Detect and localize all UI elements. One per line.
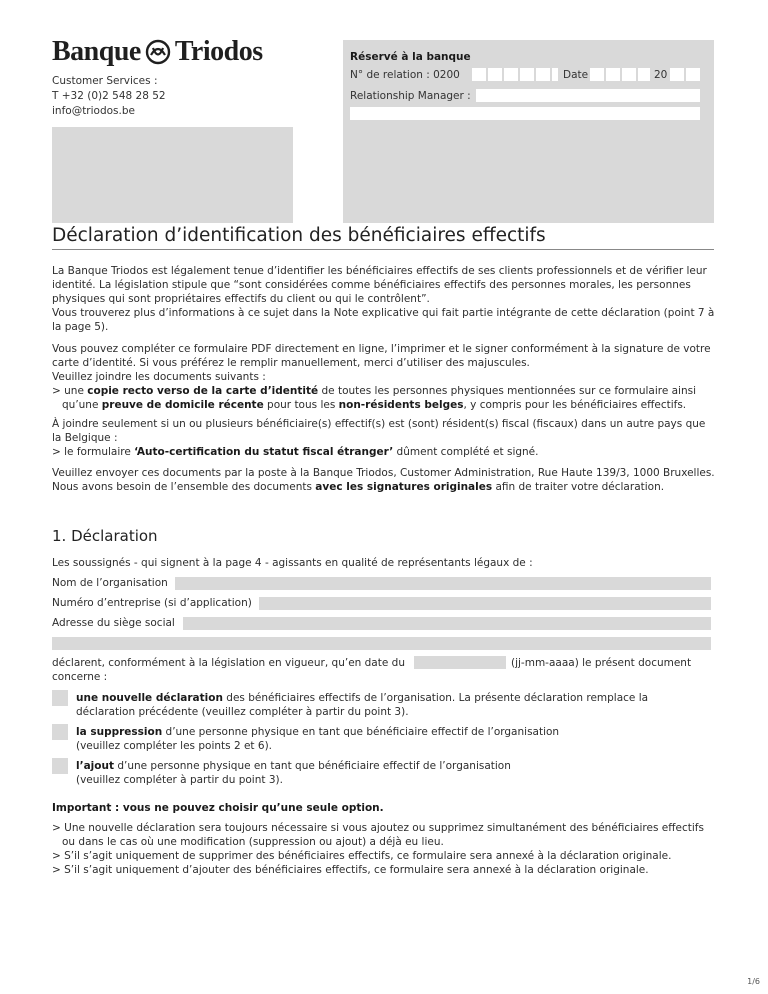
- relation-digit-cell[interactable]: [472, 68, 486, 81]
- new-declaration-option: une nouvelle déclaration des bénéficiaires effectifs de l’organisation. La présente déclaration remplace la déclaration précédente (veuillez compléter à partir du point 3).: [76, 692, 649, 718]
- company-number-field[interactable]: [259, 597, 711, 610]
- intro-text: Nous avons besoin de l’ensemble des documents avec les signatures originales afin de traiter votre déclaration.: [52, 481, 665, 493]
- organisation-name-label: Nom de l’organisation: [52, 577, 168, 589]
- registered-address-field[interactable]: [183, 617, 711, 630]
- date-month-cell[interactable]: [606, 68, 620, 81]
- section-1-lead: Les soussignés - qui signent à la page 4 - agissants en qualité de représentants légaux de :: [52, 557, 533, 569]
- registered-address-label: Adresse du siège social: [52, 617, 175, 629]
- addition-option: l’ajout d’une personne physique en tant que bénéficiaire effectif de l’organisation (veuillez compléter à partir du point 3).: [76, 760, 511, 786]
- intro-paragraph-2: [52, 342, 716, 412]
- removal-checkbox[interactable]: [52, 724, 68, 740]
- page-number: 1/6: [747, 977, 760, 986]
- intro-text: Vous pouvez compléter ce formulaire PDF directement en ligne, l’imprimer et le signer conformément à la signature de votre carte d’identité. Si vous préférez le remplir manuellement, merci d’utiliser des majuscules.: [52, 343, 711, 369]
- new-declaration-checkbox[interactable]: [52, 690, 68, 706]
- relationship-manager-field-line2[interactable]: [350, 107, 700, 120]
- section-1-title: 1. Déclaration: [52, 527, 158, 545]
- relation-digit-cell[interactable]: [504, 68, 518, 81]
- title-divider: [52, 249, 714, 250]
- date-label: Date: [563, 69, 589, 81]
- intro-text: Veuillez joindre les documents suivants :: [52, 371, 266, 383]
- relation-digit-cell[interactable]: [488, 68, 502, 81]
- contact-block: [52, 74, 166, 119]
- contact-line: Customer Services :: [52, 75, 158, 87]
- addition-checkbox[interactable]: [52, 758, 68, 774]
- note-item: > S’il s’agit uniquement de supprimer des bénéficiaires effectifs, ce formulaire sera annexé à la déclaration originale.: [52, 850, 672, 862]
- declaration-date-field[interactable]: [414, 656, 506, 669]
- triodos-logo: [52, 36, 263, 68]
- contact-email: info@triodos.be: [52, 105, 135, 117]
- document-bullet: > le formulaire ‘Auto-certification du statut fiscal étranger’ dûment complété et signé.: [52, 446, 539, 458]
- important-note: Important : vous ne pouvez choisir qu’une seule option.: [52, 802, 384, 814]
- bank-box-title: Réservé à la banque: [350, 51, 471, 63]
- date-year-cell[interactable]: [686, 68, 700, 81]
- relation-digit-cell[interactable]: [536, 68, 550, 81]
- date-year-cell[interactable]: [670, 68, 684, 81]
- intro-paragraph-4: [52, 466, 716, 494]
- notes-list: [52, 821, 716, 877]
- company-number-label: Numéro d’entreprise (si d’application): [52, 597, 252, 609]
- removal-option: la suppression d’une personne physique en tant que bénéficiaire effectif de l’organisation (veuillez compléter les points 2 et 6).: [76, 726, 560, 752]
- declare-text-suffix: (jj-mm-aaaa) le présent document: [511, 657, 692, 669]
- document-bullet: > une copie recto verso de la carte d’identité de toutes les personnes physiques mentionnées sur ce formulaire ainsi qu’une preuve de domicile récente pour tous les non-résidents belges, y compris pour les bénéficiaires effectifs.: [52, 385, 697, 411]
- logo-word-triodos: Triodos: [174, 36, 263, 67]
- registered-address-field-line2[interactable]: [52, 637, 711, 650]
- intro-text: La Banque Triodos est légalement tenue d’identifier les bénéficiaires effectifs de ses clients professionnels et de vérifier leur identité. La législation stipule que “sont considérées comme bénéficiaires effectifs des personnes morales, les personnes physiques qui sont propriétaires effectifs du client ou qui le contrôlent”.: [52, 265, 707, 305]
- date-day-cell[interactable]: [590, 68, 604, 81]
- logo-word-banque: Banque: [52, 36, 141, 67]
- note-item: > Une nouvelle déclaration sera toujours nécessaire si vous ajoutez ou supprimez simultanément des bénéficiaires effectifs ou dans le cas où une modification (suppression ou ajout) a déjà eu lieu.: [52, 822, 704, 848]
- declare-text: déclarent, conformément à la législation en vigueur, qu’en date du: [52, 657, 405, 669]
- note-item: > S’il s’agit uniquement d’ajouter des bénéficiaires effectifs, ce formulaire sera annexé à la déclaration originale.: [52, 864, 649, 876]
- organisation-name-field[interactable]: [175, 577, 711, 590]
- concerne-label: concerne :: [52, 671, 108, 683]
- intro-text: Veuillez envoyer ces documents par la poste à la Banque Triodos, Customer Administration, Rue Haute 139/3, 1000 Bruxelles.: [52, 467, 715, 479]
- relation-digit-cell[interactable]: [520, 68, 534, 81]
- date-month-cell[interactable]: [622, 68, 636, 81]
- intro-paragraph-1: [52, 264, 716, 334]
- relationship-manager-field[interactable]: [476, 89, 700, 102]
- grey-placeholder-box: [52, 127, 293, 223]
- year-prefix: 20: [654, 69, 668, 81]
- triodos-emblem-icon: [145, 39, 171, 65]
- intro-text: À joindre seulement si un ou plusieurs bénéficiaire(s) effectif(s) est (sont) résident(s) fiscal (fiscaux) dans un autre pays que la Belgique :: [52, 418, 706, 444]
- contact-phone: T +32 (0)2 548 28 52: [52, 90, 166, 102]
- relationship-manager-label: Relationship Manager :: [350, 90, 471, 102]
- relation-digit-cell[interactable]: [552, 68, 558, 81]
- intro-text: Vous trouverez plus d’informations à ce sujet dans la Note explicative qui fait partie intégrante de cette déclaration (point 7 à la page 5).: [52, 307, 715, 333]
- date-month-cell[interactable]: [638, 68, 650, 81]
- relation-number-label: N° de relation : 0200: [350, 69, 460, 81]
- intro-paragraph-3: [52, 417, 716, 459]
- page-title: Déclaration d’identification des bénéficiaires effectifs: [52, 225, 546, 246]
